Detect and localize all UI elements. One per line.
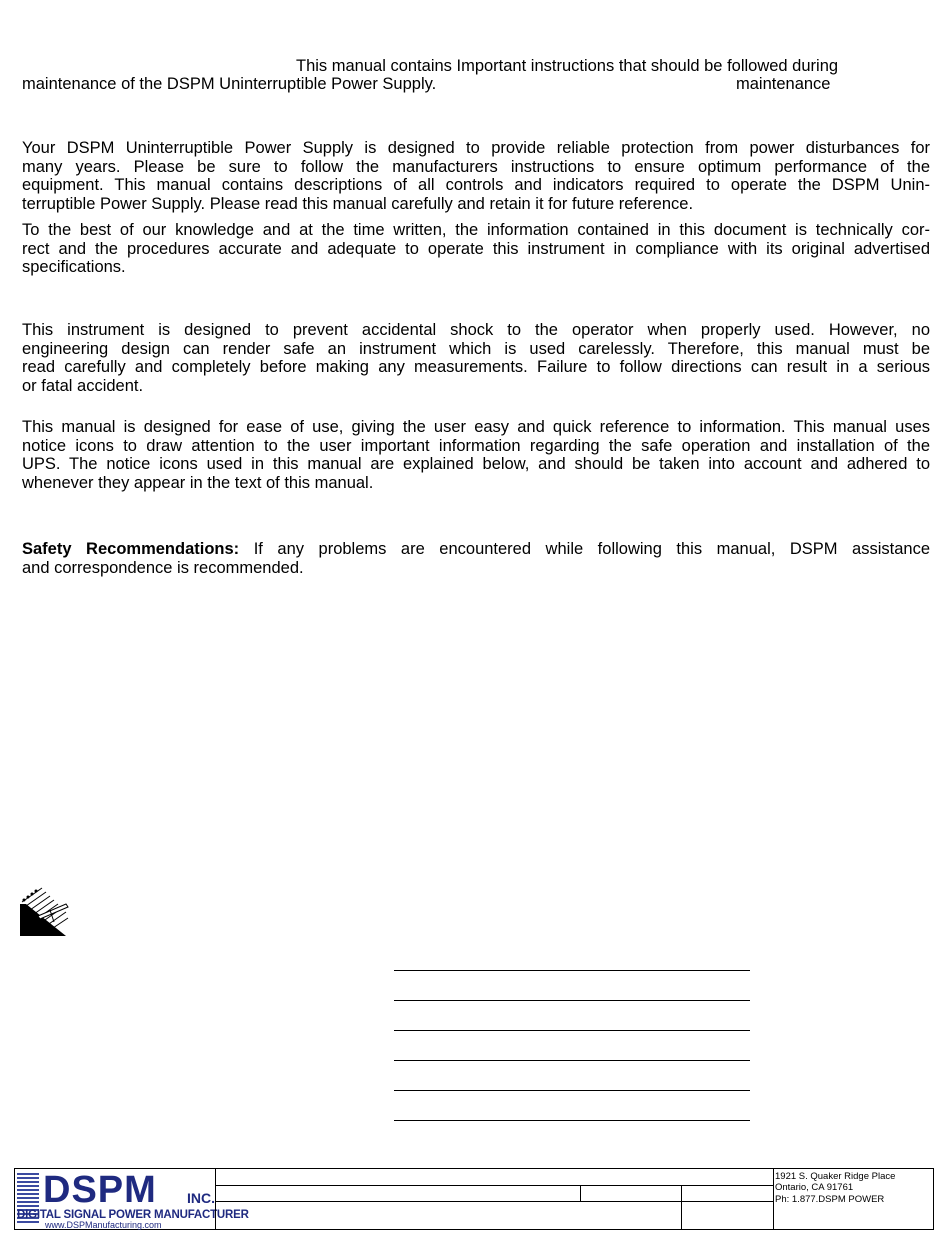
signature-line	[394, 1060, 750, 1061]
intro-text-line-1: This manual contains Important instructions that should be followed during	[296, 57, 839, 75]
intro-text-line-2: maintenance of the DSPM Uninterruptible Power Supply.	[22, 75, 437, 93]
paragraph-line: engineering design can render safe an instrument which is used carelessly. Therefore, this manual must be	[22, 339, 930, 358]
signature-line	[394, 1030, 750, 1031]
title-cell	[215, 1168, 774, 1186]
logo-wordmark: DSPM	[43, 1169, 157, 1211]
company-address	[773, 1168, 934, 1230]
paragraph-line: or fatal accident.	[22, 376, 144, 395]
signature-line	[394, 1000, 750, 1001]
title-cell	[215, 1185, 581, 1202]
logo-inc: INC.	[187, 1190, 215, 1206]
paragraph-line	[22, 540, 930, 559]
paragraph-line: terruptible Power Supply. Please read this manual carefully and retain it for future reference.	[22, 194, 694, 213]
signature-line	[394, 1120, 750, 1121]
paragraph-accuracy	[22, 221, 930, 277]
intro-text-maintenance: maintenance	[736, 75, 831, 93]
paragraph-ease-of-use	[22, 418, 930, 492]
title-cell	[681, 1185, 774, 1202]
paragraph-line: notice icons to draw attention to the user important information regarding the safe operation and installation of the	[22, 436, 930, 455]
paragraph-line: This manual is designed for ease of use, giving the user easy and quick reference to information. This manual uses	[22, 418, 930, 436]
address-line: Ontario, CA 91761	[775, 1182, 854, 1194]
paragraph-line: rect and the procedures accurate and adequate to operate this instrument in compliance with its original advertised	[22, 239, 930, 258]
paragraph-safety-recommendations	[22, 540, 930, 577]
signature-line	[394, 1090, 750, 1091]
paragraph-line: many years. Please be sure to follow the manufacturers instructions to ensure optimum performance of the	[22, 157, 930, 176]
phone-line: Ph: 1.877.DSPM POWER	[775, 1193, 885, 1205]
title-cell	[215, 1201, 682, 1230]
signature-line	[394, 970, 750, 971]
safety-recommendations-heading: Safety Recommendations:	[22, 540, 240, 558]
paragraph-line: equipment. This manual contains descriptions of all controls and indicators required to operate the DSPM Unin-	[22, 176, 930, 195]
paragraph-line: This instrument is designed to prevent accidental shock to the operator when properly used. However, no	[22, 321, 930, 339]
logo-tagline: DIGITAL SIGNAL POWER MANUFACTURER	[17, 1209, 249, 1221]
paragraph-line: whenever they appear in the text of this manual.	[22, 473, 374, 492]
paragraph-line: UPS. The notice icons used in this manual are explained below, and should be taken into account and adhered to	[22, 455, 930, 474]
paragraph-line: Your DSPM Uninterruptible Power Supply is designed to provide reliable protection from power disturbances for	[22, 139, 930, 157]
paragraph-line: and correspondence is recommended.	[22, 558, 304, 577]
title-cell	[681, 1201, 774, 1230]
paragraph-line: specifications.	[22, 258, 126, 277]
dspm-logo	[14, 1168, 249, 1230]
safety-recommendations-text: If any problems are encountered while following this manual, DSPM assistance	[239, 540, 930, 558]
logo-url: www.DSPManufacturing.com	[45, 1220, 162, 1230]
title-block	[14, 1168, 934, 1230]
paragraph-safety-design	[22, 321, 930, 395]
paragraph-line: read carefully and completely before making any measurements. Failure to follow directions can result in a serious	[22, 358, 930, 377]
paragraph-ups-description	[22, 139, 930, 213]
notebook-pen-icon	[20, 882, 70, 936]
address-line: 1921 S. Quaker Ridge Place	[775, 1171, 896, 1182]
paragraph-line: To the best of our knowledge and at the time written, the information contained in this document is technically cor-	[22, 221, 930, 239]
title-cell	[580, 1185, 682, 1202]
